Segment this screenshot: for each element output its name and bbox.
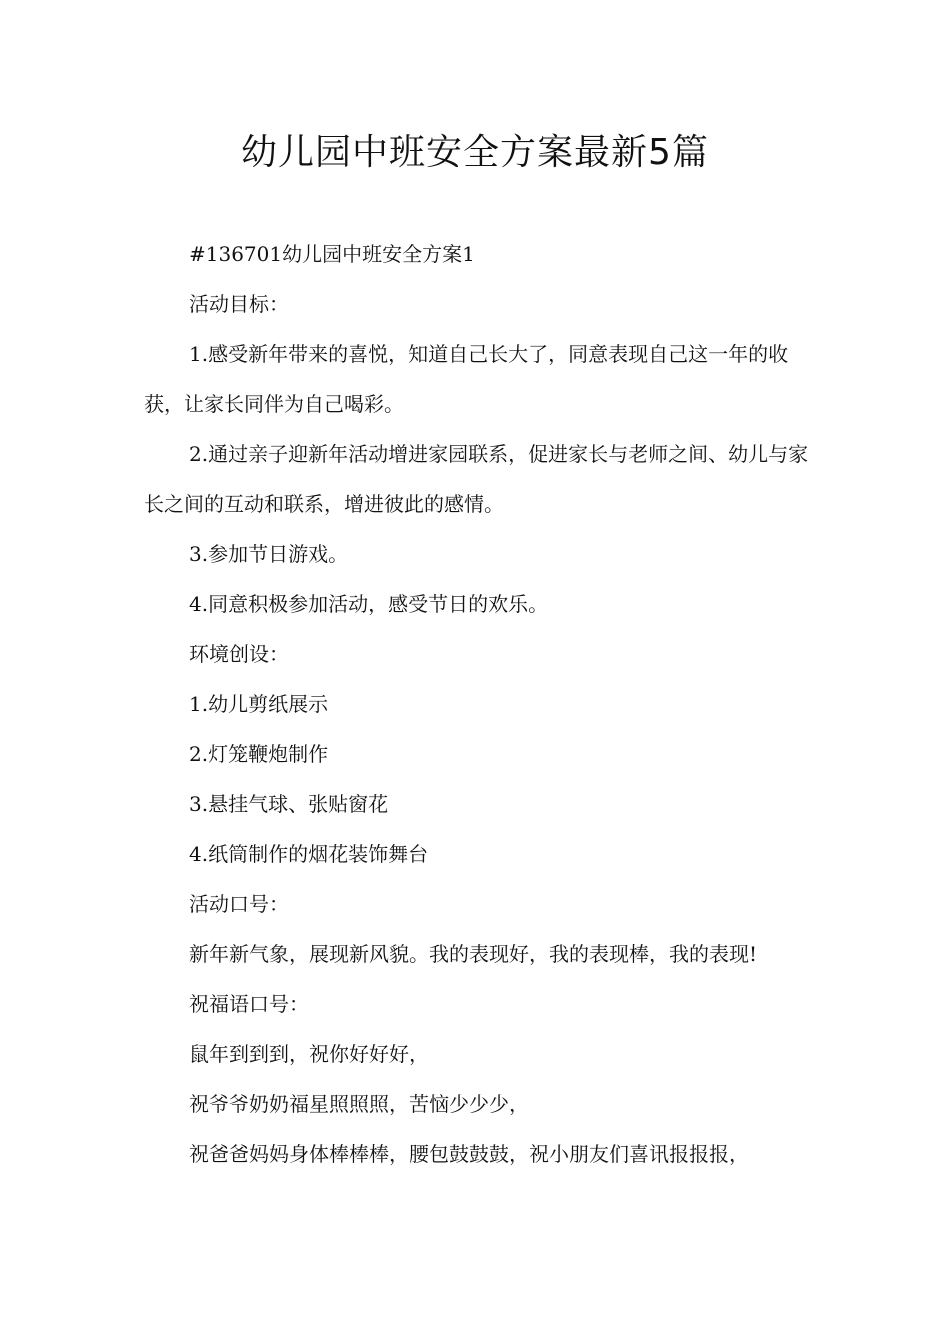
paragraph-blessing-2: 祝爷爷奶奶福星照照照，苦恼少少少，: [189, 1092, 529, 1116]
paragraph-slogan: 新年新气象，展现新风貌。我的表现好，我的表现棒，我的表现!: [189, 942, 758, 966]
paragraph-environment-2: 2.灯笼鞭炮制作: [189, 742, 329, 766]
paragraph-blessing-label: 祝福语口号：: [189, 992, 309, 1016]
paragraph-goal-1: 1.感受新年带来的喜悦，知道自己长大了，同意表现自己这一年的收获，让家长同伴为自己喝彩。: [144, 342, 789, 416]
paragraph-heading-1: #136701幼儿园中班安全方案1: [189, 242, 475, 266]
paragraph-blessing-1: 鼠年到到到，祝你好好好，: [189, 1042, 429, 1066]
paragraph-goal-4: 4.同意积极参加活动，感受节日的欢乐。: [189, 592, 549, 616]
document-body: [144, 229, 814, 1179]
paragraph-goal-3: 3.参加节日游戏。: [189, 542, 349, 566]
paragraph-environment-3: 3.悬挂气球、张贴窗花: [189, 792, 389, 816]
paragraph-environment-4: 4.纸筒制作的烟花装饰舞台: [189, 842, 429, 866]
paragraph-slogan-label: 活动口号：: [189, 892, 289, 916]
paragraph-environment-1: 1.幼儿剪纸展示: [189, 692, 329, 716]
document-title: 幼儿园中班安全方案最新5篇: [241, 132, 709, 173]
paragraph-activity-goals-label: 活动目标：: [189, 292, 289, 316]
paragraph-blessing-3: 祝爸爸妈妈身体棒棒棒，腰包鼓鼓鼓，祝小朋友们喜讯报报报，: [189, 1142, 749, 1166]
paragraph-environment-label: 环境创设：: [189, 642, 289, 666]
paragraph-goal-2: 2.通过亲子迎新年活动增进家园联系，促进家长与老师之间、幼儿与家长之间的互动和联系，增进彼此的感情。: [144, 442, 809, 516]
